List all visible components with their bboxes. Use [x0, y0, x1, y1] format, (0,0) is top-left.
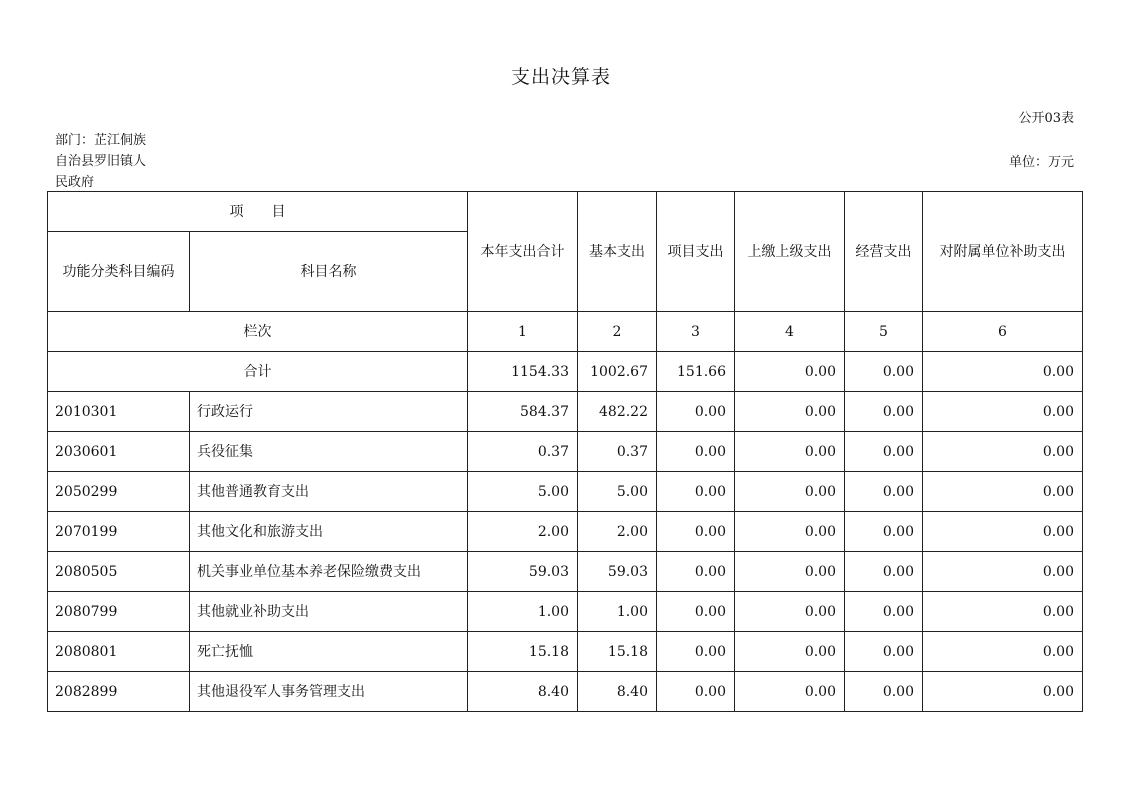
unit-label: 单位：万元: [1008, 155, 1074, 170]
total-value: 1002.67: [578, 352, 657, 392]
total-value: 0.00: [923, 352, 1083, 392]
amount-cell: 59.03: [578, 552, 657, 592]
amount-cell: 0.00: [735, 632, 845, 672]
total-value: 1154.33: [468, 352, 578, 392]
table-row: [48, 592, 1083, 632]
department-label: [55, 130, 146, 193]
subject-code: 2080505: [48, 552, 190, 592]
amount-cell: 0.00: [657, 392, 735, 432]
amount-cell: 0.37: [578, 432, 657, 472]
subject-name: 死亡抚恤: [190, 632, 468, 672]
amount-cell: 0.00: [657, 592, 735, 632]
amount-cell: 0.00: [923, 432, 1083, 472]
amount-cell: 0.00: [735, 512, 845, 552]
subject-code: 2010301: [48, 392, 190, 432]
amount-cell: 0.00: [923, 592, 1083, 632]
table-row: [48, 672, 1083, 712]
subject-name: 其他就业补助支出: [190, 592, 468, 632]
amount-cell: 0.00: [923, 392, 1083, 432]
header-subsidy: 对附属单位补助支出: [923, 192, 1083, 312]
column-index: 1: [468, 312, 578, 352]
department-line-2: 自治县罗旧镇人: [55, 154, 147, 169]
amount-cell: 0.00: [657, 472, 735, 512]
amount-cell: 0.00: [735, 392, 845, 432]
amount-cell: 0.00: [845, 432, 923, 472]
header-business: 经营支出: [845, 192, 923, 312]
column-index: 5: [845, 312, 923, 352]
header-basic: 基本支出: [578, 192, 657, 312]
amount-cell: 15.18: [468, 632, 578, 672]
column-index-row: [48, 312, 1083, 352]
table-row: [48, 632, 1083, 672]
total-label: 合计: [48, 352, 468, 392]
amount-cell: 0.00: [845, 472, 923, 512]
amount-cell: 0.00: [657, 552, 735, 592]
amount-cell: 0.00: [657, 432, 735, 472]
amount-cell: 584.37: [468, 392, 578, 432]
header-item: 项 目: [48, 192, 468, 232]
header-name: 科目名称: [190, 232, 468, 312]
subject-code: 2080801: [48, 632, 190, 672]
amount-cell: 2.00: [578, 512, 657, 552]
amount-cell: 8.40: [578, 672, 657, 712]
amount-cell: 0.00: [923, 552, 1083, 592]
amount-cell: 5.00: [578, 472, 657, 512]
table-row: [48, 392, 1083, 432]
department-line-3: 民政府: [55, 175, 95, 190]
amount-cell: 0.00: [735, 432, 845, 472]
amount-cell: 0.00: [923, 632, 1083, 672]
amount-cell: 0.00: [845, 392, 923, 432]
amount-cell: 0.37: [468, 432, 578, 472]
amount-cell: 0.00: [923, 512, 1083, 552]
header-upper: 上缴上级支出: [735, 192, 845, 312]
amount-cell: 0.00: [657, 672, 735, 712]
amount-cell: 1.00: [468, 592, 578, 632]
total-value: 151.66: [657, 352, 735, 392]
amount-cell: 0.00: [657, 632, 735, 672]
form-number: 公开03表: [1018, 111, 1074, 126]
subject-code: 2082899: [48, 672, 190, 712]
amount-cell: 59.03: [468, 552, 578, 592]
amount-cell: 15.18: [578, 632, 657, 672]
table-row: [48, 512, 1083, 552]
amount-cell: 2.00: [468, 512, 578, 552]
subject-code: 2030601: [48, 432, 190, 472]
table-row: [48, 472, 1083, 512]
total-row: [48, 352, 1083, 392]
subject-code: 2080799: [48, 592, 190, 632]
header-code: 功能分类科目编码: [48, 232, 190, 312]
page-title: 支出决算表: [510, 66, 611, 88]
total-value: 0.00: [735, 352, 845, 392]
header-total: 本年支出合计: [468, 192, 578, 312]
column-index: 3: [657, 312, 735, 352]
amount-cell: 0.00: [845, 672, 923, 712]
table-row: [48, 552, 1083, 592]
amount-cell: 0.00: [735, 552, 845, 592]
subject-name: 兵役征集: [190, 432, 468, 472]
amount-cell: 0.00: [845, 632, 923, 672]
amount-cell: 0.00: [735, 592, 845, 632]
amount-cell: 8.40: [468, 672, 578, 712]
column-index: 6: [923, 312, 1083, 352]
header-project: 项目支出: [657, 192, 735, 312]
amount-cell: 0.00: [657, 512, 735, 552]
table-row: [48, 432, 1083, 472]
subject-code: 2050299: [48, 472, 190, 512]
subject-name: 其他退役军人事务管理支出: [190, 672, 468, 712]
amount-cell: 0.00: [923, 672, 1083, 712]
amount-cell: 0.00: [735, 672, 845, 712]
amount-cell: 5.00: [468, 472, 578, 512]
column-index-label: 栏次: [48, 312, 468, 352]
subject-name: 行政运行: [190, 392, 468, 432]
column-index: 4: [735, 312, 845, 352]
amount-cell: 0.00: [923, 472, 1083, 512]
amount-cell: 0.00: [845, 552, 923, 592]
amount-cell: 482.22: [578, 392, 657, 432]
subject-code: 2070199: [48, 512, 190, 552]
department-line-1: 部门：芷江侗族: [55, 133, 147, 148]
subject-name: 机关事业单位基本养老保险缴费支出: [190, 552, 468, 592]
column-index: 2: [578, 312, 657, 352]
amount-cell: 1.00: [578, 592, 657, 632]
amount-cell: 0.00: [735, 472, 845, 512]
amount-cell: 0.00: [845, 592, 923, 632]
amount-cell: 0.00: [845, 512, 923, 552]
subject-name: 其他普通教育支出: [190, 472, 468, 512]
total-value: 0.00: [845, 352, 923, 392]
expenditure-table: [47, 191, 1083, 712]
subject-name: 其他文化和旅游支出: [190, 512, 468, 552]
